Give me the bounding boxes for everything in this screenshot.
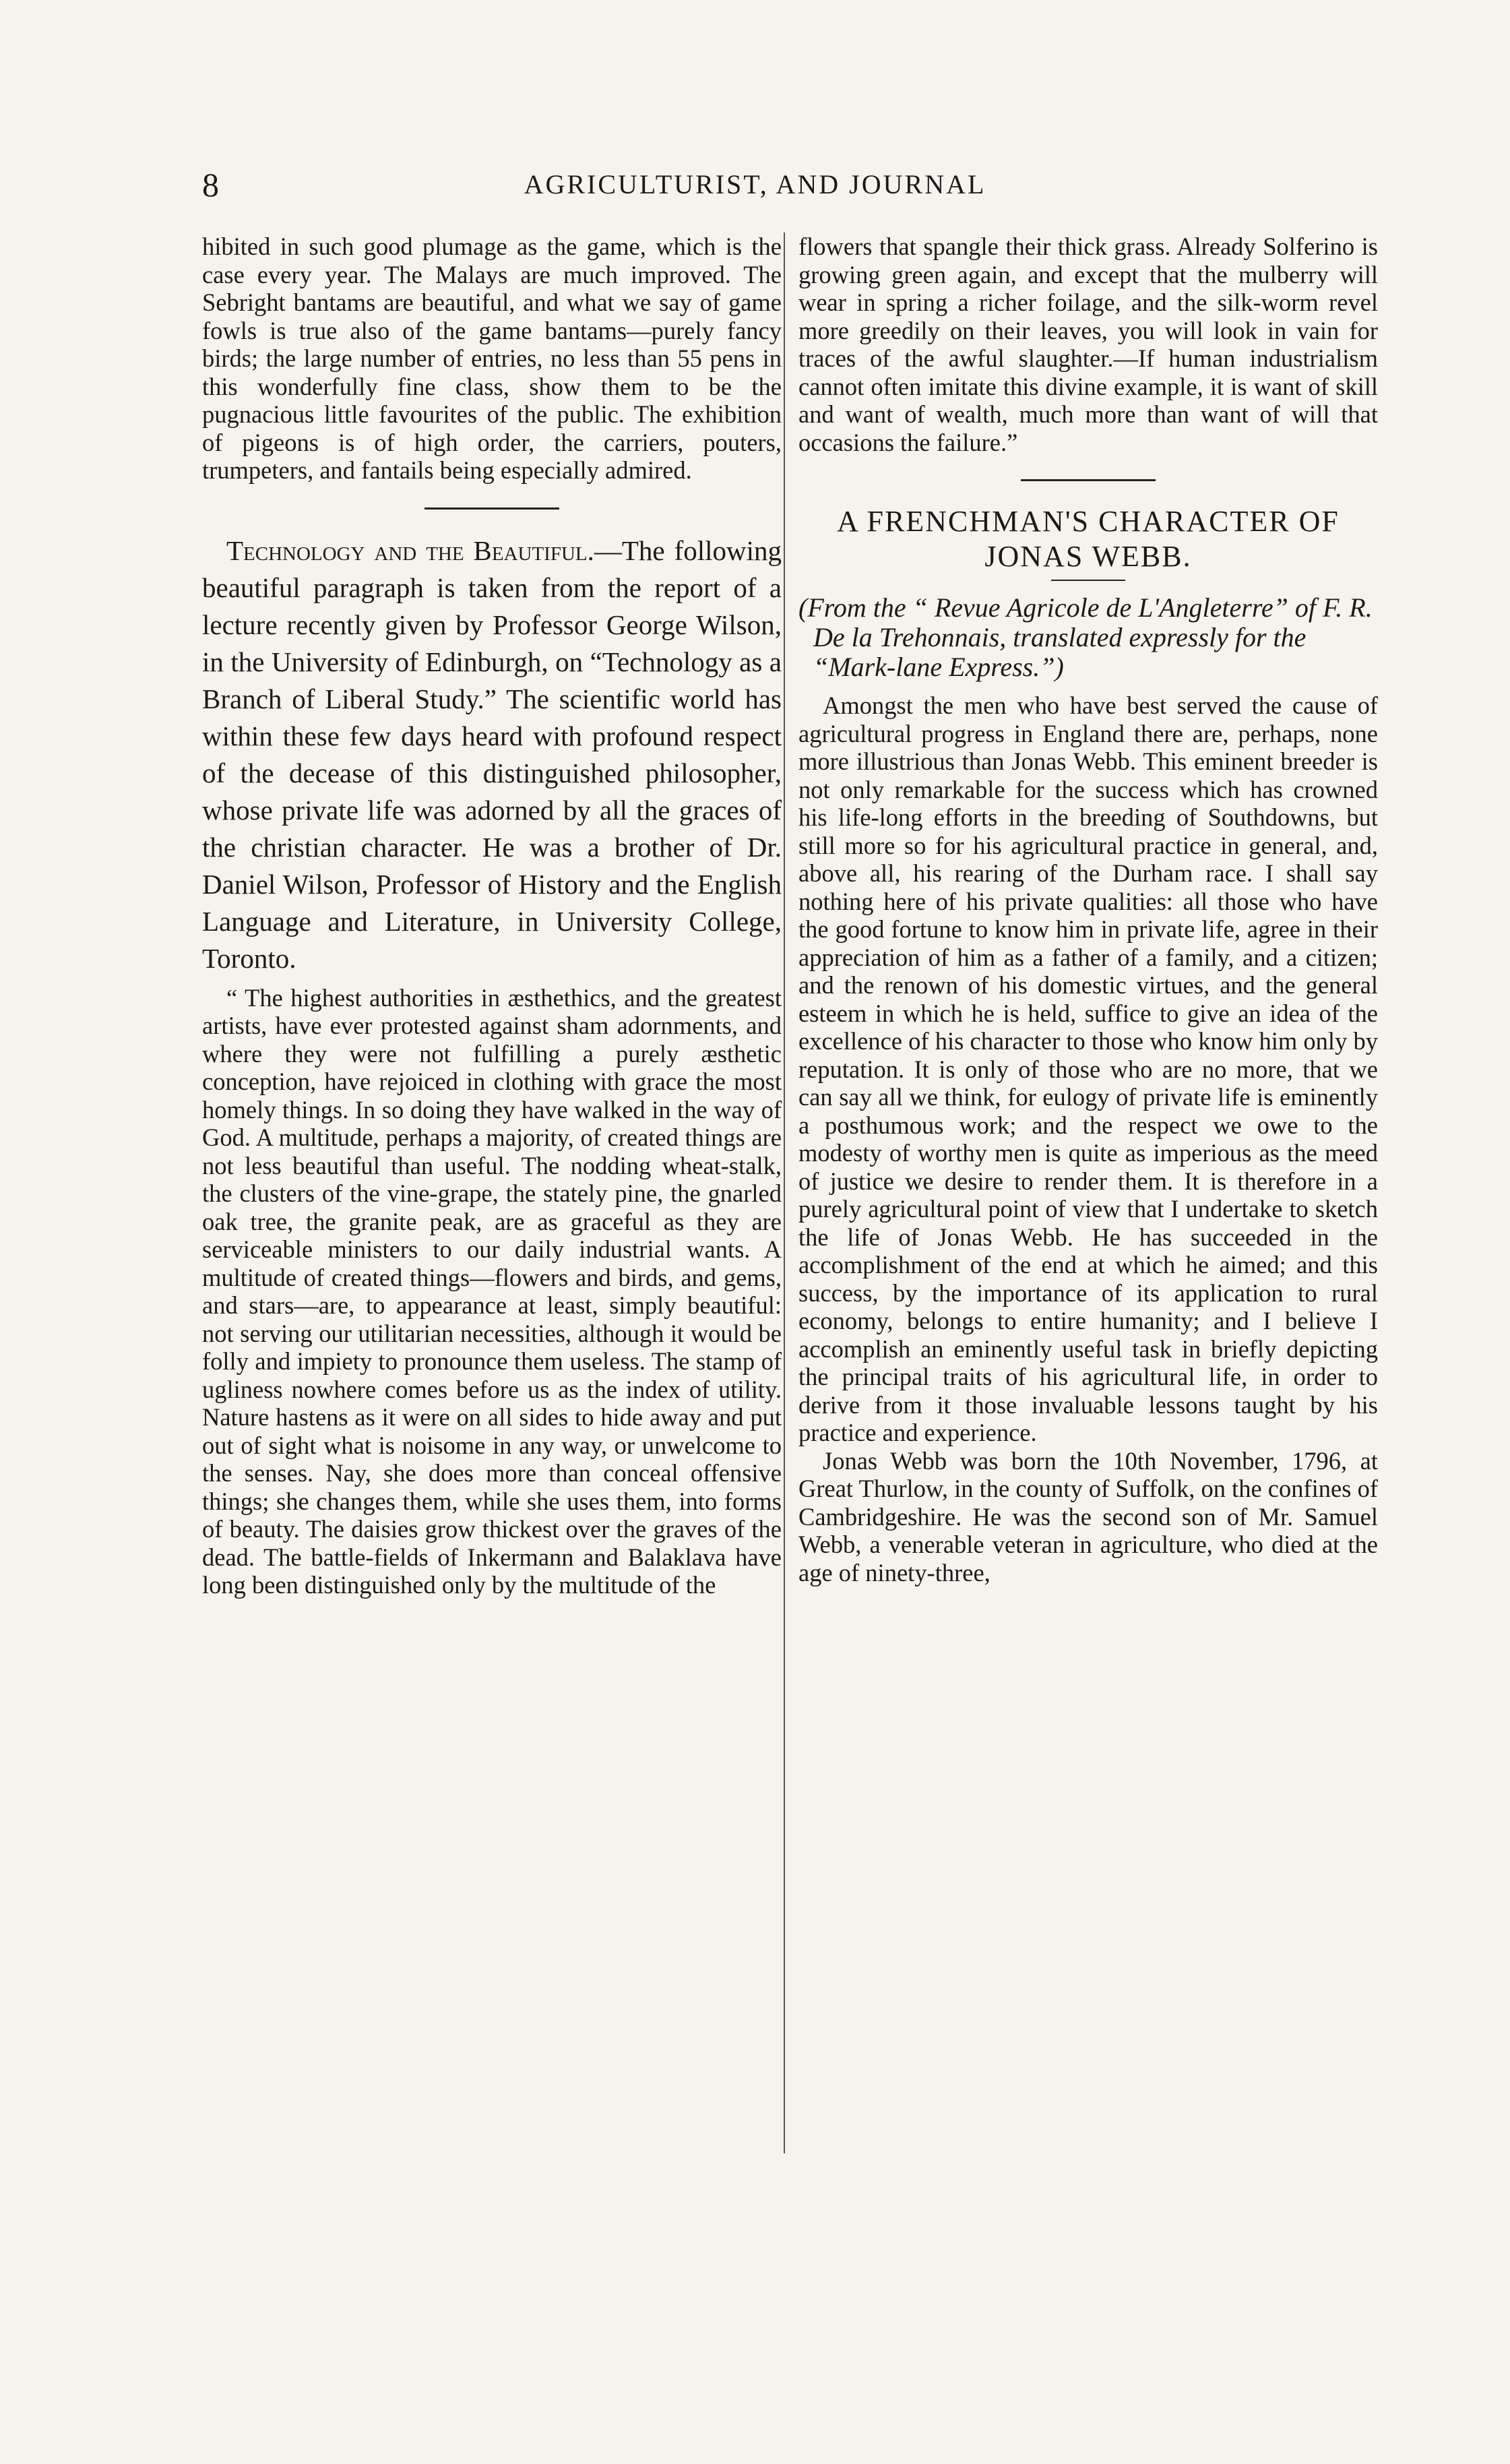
article-intro-text: —The following beautiful paragraph is taken from the report of a lecture recently given by Professor George Wilson, in the University of Edinburgh, on “Technology as a Branch of Liberal Study.” The scientific world has within these few days heard with profound respect of the decease of this distinguished philosopher, whose private life was adorned by all the graces of the christian character. He was a brother of Dr. Daniel Wilson, Professor of History and the English Language and Literature, in University College, Toronto. — [202, 534, 782, 974]
webb-paragraph-1: Amongst the men who have best served the cause of agricultural progress in England there are, perhaps, none more illustrious than Jonas Webb. This eminent breeder is not only remarkable for the success which has crowned his life-long efforts in the breeding of Southdowns, but still more so for his agricultural practice in general, and, above all, his rearing of the Durham race. I shall say nothing here of his private qualities: all those who have the good fortune to know him in private life, agree in their appreciation of him as a father of a family, and a citizen; and the renown of his domestic virtues, and the general esteem in which he is held, suffice to give an idea of the excellence of his character to those who know him only by reputation. It is only of those who are no more, that we can say all we think, for eulogy of private life is eminently a posthumous work; and the respect we owe to the modesty of worthy men is quite as imperious as the meed of justice we desire to render them. It is therefore in a purely agricultural point of view that I undertake to sketch the life of Jonas Webb. He has succeeded in the accomplishment of the end at which he aimed; and this success, by the importance of its application to rural economy, belongs to entire humanity; and I believe I accomplish an eminently useful task in briefly depicting the principal traits of his agricultural life, in order to derive from it those invaluable lessons taught by his practice and experience. — [798, 691, 1378, 1446]
wilson-quote: “ The highest authorities in æsthethics, and the greatest artists, have ever protested against sham adornments, and where they were not fulfilling a purely æsthetic conception, have rejoiced in clothing with grace the most homely things. In so doing they have walked in the way of God. A multitude, perhaps a majority, of created things are not less beautiful than useful. The nodding wheat-stalk, the clusters of the vine-grape, the stately pine, the gnarled oak tree, the granite peak, are as graceful as they are serviceable ministers to our daily industrial wants. A multitude of created things—flowers and birds, and gems, and stars—are, to appearance at least, simply beautiful: not serving our utilitarian necessities, although it would be folly and impiety to pronounce them useless. The stamp of ugliness nowhere comes before us as the index of utility. Nature hastens as it were on all sides to hide away and put out of sight what is noisome in any way, or unwelcome to the senses. Nay, she does more than conceal offensive things; she changes them, while she uses them, into forms of beauty. The daisies grow thickest over the graves of the dead. The battle-fields of Inkermann and Balaklava have long been distinguished only by the multitude of the — [202, 983, 782, 1599]
heading-line-2: JONAS WEBB. — [984, 540, 1192, 573]
article-title: Technology and the Beautiful. — [226, 534, 594, 566]
left-column — [202, 233, 782, 1599]
poultry-paragraph: hibited in such good plumage as the game, which is the case every year. The Malays are much improved. The Sebright bantams are beautiful, and what we say of game fowls is true also of the game bantams—purely fancy birds; the large number of entries, no less than 55 pens in this wonderfully fine class, show them to be the pugnacious little favourites of the public. The exhibition of pigeons is of high order, the carriers, pouters, trumpeters, and fantails being especially admired. — [202, 233, 782, 484]
right-column — [798, 233, 1378, 1587]
column-rule — [784, 233, 785, 2153]
quote-continuation: flowers that spangle their thick grass. Already Solferino is growing green again, and except that the mulberry will wear in spring a richer foilage, and the silk-worm revel more greedily on their leaves, you will look in vain for traces of the awful slaughter.—If human industrialism cannot often imitate this divine example, it is want of skill and want of wealth, much more than want of will that occasions the failure.” — [798, 233, 1378, 456]
heading-line-1: A FRENCHMAN'S CHARACTER OF — [837, 505, 1340, 538]
section-divider — [1021, 479, 1156, 481]
running-head: AGRICULTURIST, AND JOURNAL — [524, 169, 986, 199]
source-note: (From the “ Revue Agricole de L'Angleterre” of F. R. De la Trehonnais, translated expressly for the “Mark-lane Express.”) — [798, 592, 1373, 682]
heading-rule — [1051, 580, 1125, 581]
webb-paragraph-2: Jonas Webb was born the 10th November, 1796, at Great Thurlow, in the county of Suffolk, on the confines of Cambridgeshire. He was the second son of Mr. Samuel Webb, a venerable veteran in agriculture, who died at the age of ninety-three, — [798, 1446, 1378, 1587]
article-heading — [798, 504, 1378, 574]
section-divider — [424, 507, 559, 510]
technology-intro — [202, 532, 782, 977]
page-number: 8 — [202, 166, 219, 204]
